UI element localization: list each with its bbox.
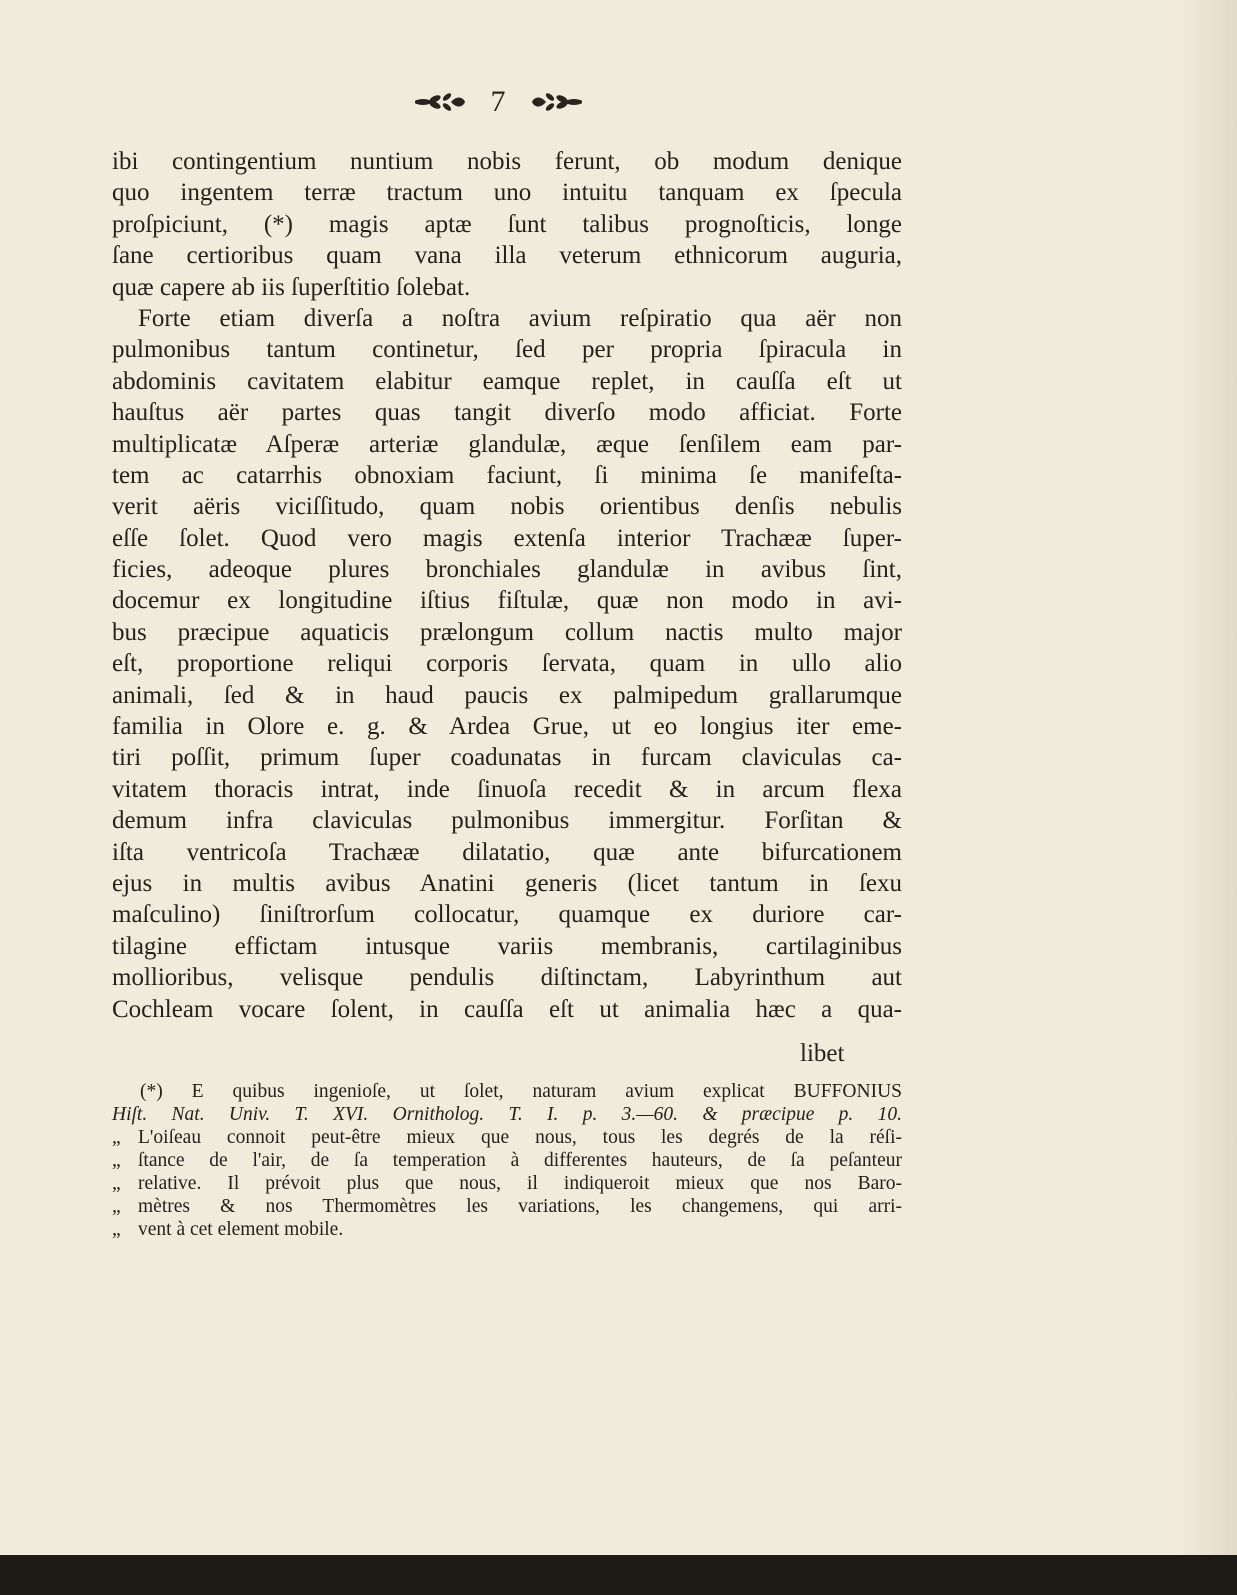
text-line: tem ac catarrhis obnoxiam faciunt, ſi minima ſe manifeſta- (112, 461, 902, 489)
scan-bottom-edge (0, 1555, 1237, 1595)
text-line: Forte etiam diverſa a noſtra avium reſpiratio qua aër non (138, 304, 902, 332)
main-text-block (112, 146, 902, 1025)
text-line: iſta ventricoſa Trachææ dilatatio, quæ ante bifurcationem (112, 838, 902, 866)
footnote-quote-line (112, 1218, 902, 1241)
text-line: mollioribus, velisque pendulis diſtinctam, Labyrinthum aut (112, 964, 902, 992)
text-line: docemur ex longitudine iſtius fiſtulæ, quæ non modo in avi- (112, 587, 902, 615)
page-number: 7 (490, 85, 506, 118)
quote-text: mètres & nos Thermomètres les variations, les changemens, qui arri- (138, 1196, 902, 1217)
quote-mark: „ (112, 1196, 121, 1217)
text-line: bus præcipue aquaticis prælongum collum nactis multo major (112, 618, 902, 646)
text-line: ſane certioribus quam vana illa veterum ethnicorum auguria, (112, 242, 902, 270)
text-line: eſt, proportione reliqui corporis ſervata, quam in ullo alio (112, 650, 902, 678)
text-line: demum infra claviculas pulmonibus immergitur. Forſitan & (112, 807, 902, 835)
page-header (398, 82, 598, 122)
quote-text: ſtance de l'air, de ſa temperation à differentes hauteurs, de ſa peſanteur (138, 1150, 902, 1171)
quote-text: relative. Il prévoit plus que nous, il indiqueroit mieux que nos Baro- (138, 1173, 902, 1194)
footnote-quote-line (112, 1149, 902, 1172)
text-line: hauſtus aër partes quas tangit diverſo modo afficiat. Forte (112, 399, 902, 427)
text-line: maſculino) ſiniſtrorſum collocatur, quamque ex duriore car- (112, 901, 902, 929)
catchword: libet (800, 1040, 845, 1067)
text-line: quo ingentem terræ tractum uno intuitu tanquam ex ſpecula (112, 179, 902, 207)
footnote-block (112, 1080, 902, 1241)
text-line: vitatem thoracis intrat, inde ſinuoſa recedit & in arcum flexa (112, 775, 902, 803)
quote-mark: „ (112, 1150, 121, 1171)
text-line: eſſe ſolet. Quod vero magis extenſa interior Trachææ ſuper- (112, 524, 902, 552)
text-line: Cochleam vocare ſolent, in cauſſa eſt ut animalia hæc a qua- (112, 995, 902, 1023)
text-line: ejus in multis avibus Anatini generis (licet tantum in ſexu (112, 869, 902, 897)
footnote-quote-line (112, 1195, 902, 1218)
text-line: proſpiciunt, (*) magis aptæ ſunt talibus prognoſticis, longe (112, 210, 902, 238)
text-line: tilagine effictam intusque variis membranis, cartilaginibus (112, 932, 902, 960)
text-line: pulmonibus tantum continetur, ſed per propria ſpiracula in (112, 336, 902, 364)
text-line: multiplicatæ Aſperæ arteriæ glandulæ, æque ſenſilem eam par- (112, 430, 902, 458)
right-fleuron-ornament (528, 91, 584, 113)
text-line: quæ capere ab iis ſuperſtitio ſolebat. (112, 273, 471, 301)
quote-text: L'oiſeau connoit peut-être mieux que nous, tous les degrés de la réſi- (138, 1127, 902, 1148)
footnote-citation: Hiſt. Nat. Univ. T. XVI. Ornitholog. T. I. p. 3.—60. & præcipue p. 10. (112, 1104, 902, 1125)
quote-mark: „ (112, 1173, 121, 1194)
footnote-quote-line (112, 1172, 902, 1195)
footnote-quote-line (112, 1126, 902, 1149)
text-line: familia in Olore e. g. & Ardea Grue, ut eo longius iter eme- (112, 713, 902, 741)
text-line: animali, ſed & in haud paucis ex palmipedum grallarumque (112, 681, 902, 709)
text-line: abdominis cavitatem elabitur eamque replet, in cauſſa eſt ut (112, 367, 902, 395)
quote-mark: „ (112, 1219, 121, 1240)
left-fleuron-ornament (413, 91, 469, 113)
footnote-line: (*) E quibus ingenioſe, ut ſolet, naturam avium explicat BUFFONIUS (140, 1081, 902, 1102)
text-line: tiri poſſit, primum ſuper coadunatas in furcam claviculas ca- (112, 744, 902, 772)
text-line: ibi contingentium nuntium nobis ferunt, ob modum denique (112, 148, 902, 175)
text-line: verit aëris viciſſitudo, quam nobis orientibus denſis nebulis (112, 493, 902, 521)
text-line: ficies, adeoque plures bronchiales glandulæ in avibus ſint, (112, 556, 902, 584)
quote-mark: „ (112, 1127, 121, 1148)
quote-text: vent à cet element mobile. (138, 1219, 344, 1240)
page-edge-shadow (1177, 0, 1237, 1555)
